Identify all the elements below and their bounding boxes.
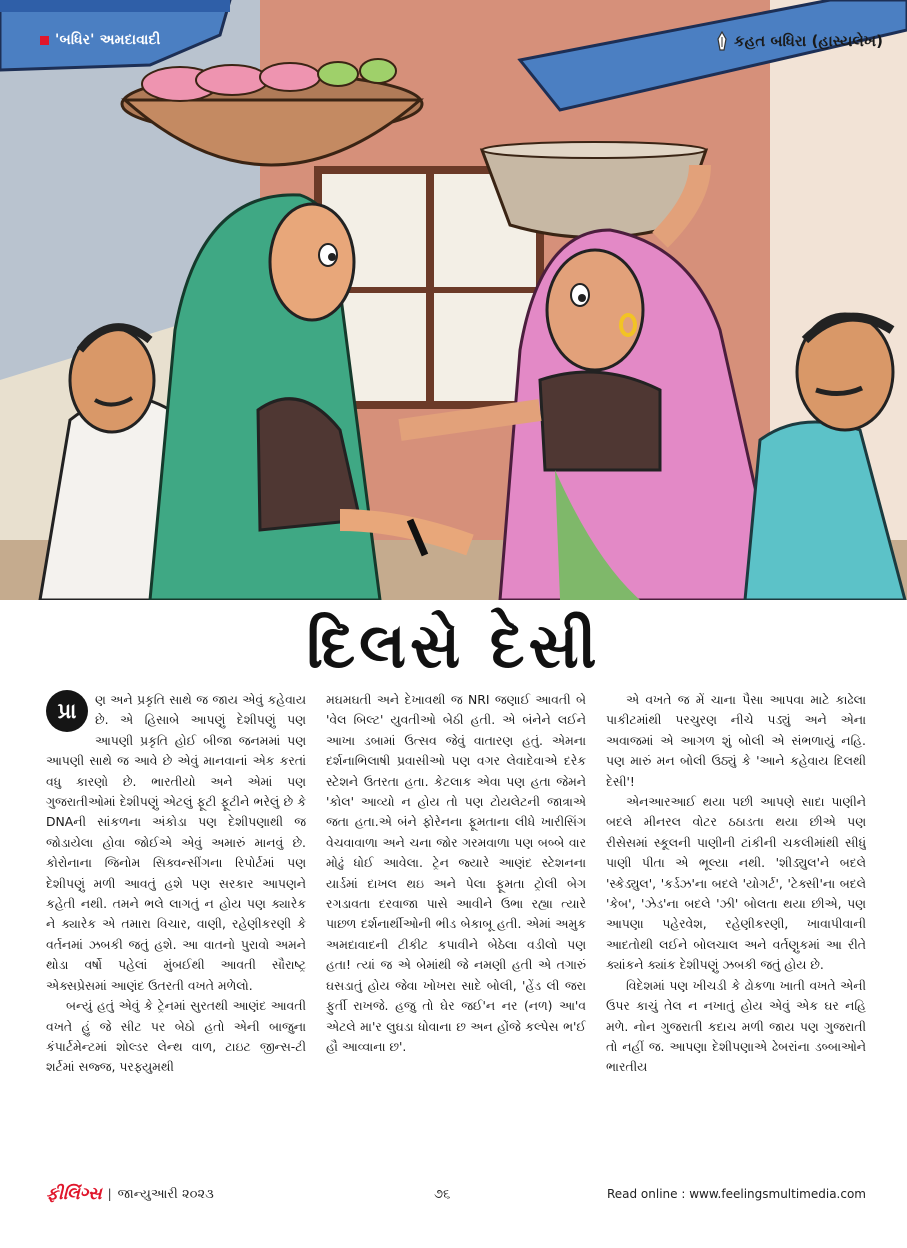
website-link[interactable]: Read online : www.feelingsmultimedia.com xyxy=(606,1187,866,1201)
cartoon-illustration xyxy=(0,0,907,600)
section-name: 'બધિર' અમદાવાદી xyxy=(55,32,161,48)
section-label xyxy=(40,32,161,48)
paragraph: વિદેશમાં પણ ખીચડી કે ઢોકળા ખાતી વખતે એની ઉપર કાચું તેલ ન નખાતું હોય એવું એક ઘર નહિ મળે. નોન ગુજરાતી કદાચ મળી જાય પણ ગુજરાતી તો નહીં જ. આપણા દેશીપણાએ ઢેબરાંના ડબ્બાઓને ભારતીય xyxy=(606,977,866,1075)
drop-cap: પ્રા xyxy=(46,690,88,732)
author-label xyxy=(716,31,883,51)
paragraph: એ વખતે જ મેં ચાના પૈસા આપવા માટે કાઢેલા પાકીટમાંથી પરચુરણ નીચે પડ્યું અને એના અવાજમાં એ આગળ શું બોલી એ સંભળાયું નહિ. પણ મારું મન બોલી ઉઠ્યું કે 'આને કહેવાય દિલથી દેસી'! xyxy=(606,692,866,789)
column-1 xyxy=(46,690,306,1175)
square-bullet-icon xyxy=(40,36,49,45)
paragraph: બન્યું હતું એવું કે ટ્રેનમાં સુરતથી આણંદ આવતી વખતે હું જે સીટ પર બેઠો હતો એની બાજુના કંપાર્ટમેન્ટમાં શોલ્ડર લેન્થ વાળ, ટાઇટ જીન્સ-ટી શર્ટમાં સજ્જ, પરફ્યુમથી xyxy=(46,998,306,1075)
column-3 xyxy=(606,690,866,1175)
issue-date: જાન્યુઆરી ૨૦૨૩ xyxy=(117,1186,214,1202)
paragraph: એનઆરઆઈ થયા પછી આપણે સાદા પાણીને બદલે મીનરલ વોટર ઠઠાડતા થયા છીએ પણ રીસેસમાં સ્કૂલની પાણીની ટાંકીની ચકલીમાંથી સીધું પાણી પીતા એ ભૂલ્યા નથી. 'શીડ્યુલ'ને બદલે 'સ્કેડ્યુલ', 'કર્ડઝ'ના બદલે 'યોગર્ટ', 'ટેક્સી'ના બદલે 'કેબ', 'ઝેડ'ના બદલે 'ઝી' બોલતા થયા છીએ, પણ આપણા પહેરવેશ, રહેણીકરણી, ખાવાપીવાની આદતોથી લઈને બોલચાલ અને વર્તણુકમાં આ રીતે ક્યાંકને ક્યાંક દેશીપણું ઝબકી જતું હોય છે. xyxy=(606,794,866,973)
magazine-logo: ફીલિંગ્સ xyxy=(46,1184,102,1204)
paragraph: મઘમઘતી અને દેખાવથી જ NRI જણાઈ આવતી બે 'વેલ બિલ્ટ' યુવતીઓ બેઠી હતી. એ બંનેને લઈને આખા ડબામાં ઉત્સવ જેવું વાતારણ હતું. એમના દર્શનાભિલાષી પ્રવાસીઓ પણ વગર લેવાદેવાએ દરેક સ્ટેશને ઉતરતા હતા. કેટલાક એવા પણ હતા જેમને 'કોલ' આવ્યો ન હોય તો પણ ટોયલેટની જાત્રાએ જતા હતા.એ બંને ફોરેનના ફૂમતાના લીધે ખારીસિંગ વેચવાવાળા અને ચના જોર ગરમવાળા પણ બબ્બે વાર મોઢું ધોઈ આવેલા. ટ્રેન જ્યારે આણંદ સ્ટેશનના યાર્ડમાં દાખલ થઇ અને પેલા ફૂમતા ટ્રોલી બેગ રગડાવતા દરવાજા પાસે આવીને ઉભા રહ્યા ત્યારે પાછળ દર્શનાર્થીઓની ભીડ બેકાબૂ હતી. એમાં અમુક અમદાવાદની ટીકીટ કપાવીને બેઠેલા વડીલો પણ હતા! ત્યાં જ એ બેમાંથી જે નમણી હતી એ તગારું ઘસડાતું હોય જેવા ખોખરા સાદે બોલી, 'હેંડ લી જરા ફુર્તી રાખજે. હજુ તો ઘેર જઈ'ન નર (નળ) આ'વ એટલે મા'ર લુઘડા ધોવાના છ અન હોંજે કલ્પેસ ભ'ઈ હૌ આવ્વાના છ'. xyxy=(326,692,586,1054)
paragraph xyxy=(46,690,306,996)
article-body xyxy=(46,690,866,1175)
paragraph-text: ણ અને પ્રકૃતિ સાથે જ જાય એવું કહેવાય છે. એ હિસાબે આપણું દેશીપણું પણ આપણી પ્રકૃતિ હોઈ બીજા જનમમાં પણ આપણી સાથે જ આવે છે એવું માનવાનાં એક કરતાં વધુ કારણો છે. ભારતીયો અને એમાં પણ ગુજરાતીઓમાં દેશીપણું એટલું ફૂટી ફૂટીને ભરેલું છે કે DNAની સાંકળના અંકોડા પણ દેશીપણાથી જ જોડાયેલા હોવા જોઈએ એવું અમારું માનવું છે. કોરોનાના જિનોમ સિક્વન્સીંગના રિપોર્ટમાં પણ દેશીપણું મળી આવતું હશે પણ સરકાર આપણને કહેતી નથી. તમને ભલે લાગતું ન હોય પણ ક્યારેક ને ક્યારેક એ તમારા વિચાર, વાણી, રહેણીકરણી કે વર્તનમાં ઝબકી જતું હશે. આ વાતનો પુરાવો અમને થોડા વર્ષો પહેલાં મુંબઈથી આવતી સૌરાષ્ટ્ર એક્સપ્રેસમાં આણંદ ઉતરતી વખતે મળેલો. xyxy=(46,692,306,993)
page-number: ૭૬ xyxy=(434,1186,451,1202)
footer-separator: | xyxy=(107,1187,112,1201)
article-headline: દિલસે દેસી xyxy=(306,609,601,682)
page-footer xyxy=(46,1181,866,1207)
column-2 xyxy=(326,690,586,1175)
illustration-svg xyxy=(0,0,907,600)
pen-icon xyxy=(716,31,728,51)
author-name: કહત બધિરા (હાસ્યલેખ) xyxy=(734,32,883,50)
